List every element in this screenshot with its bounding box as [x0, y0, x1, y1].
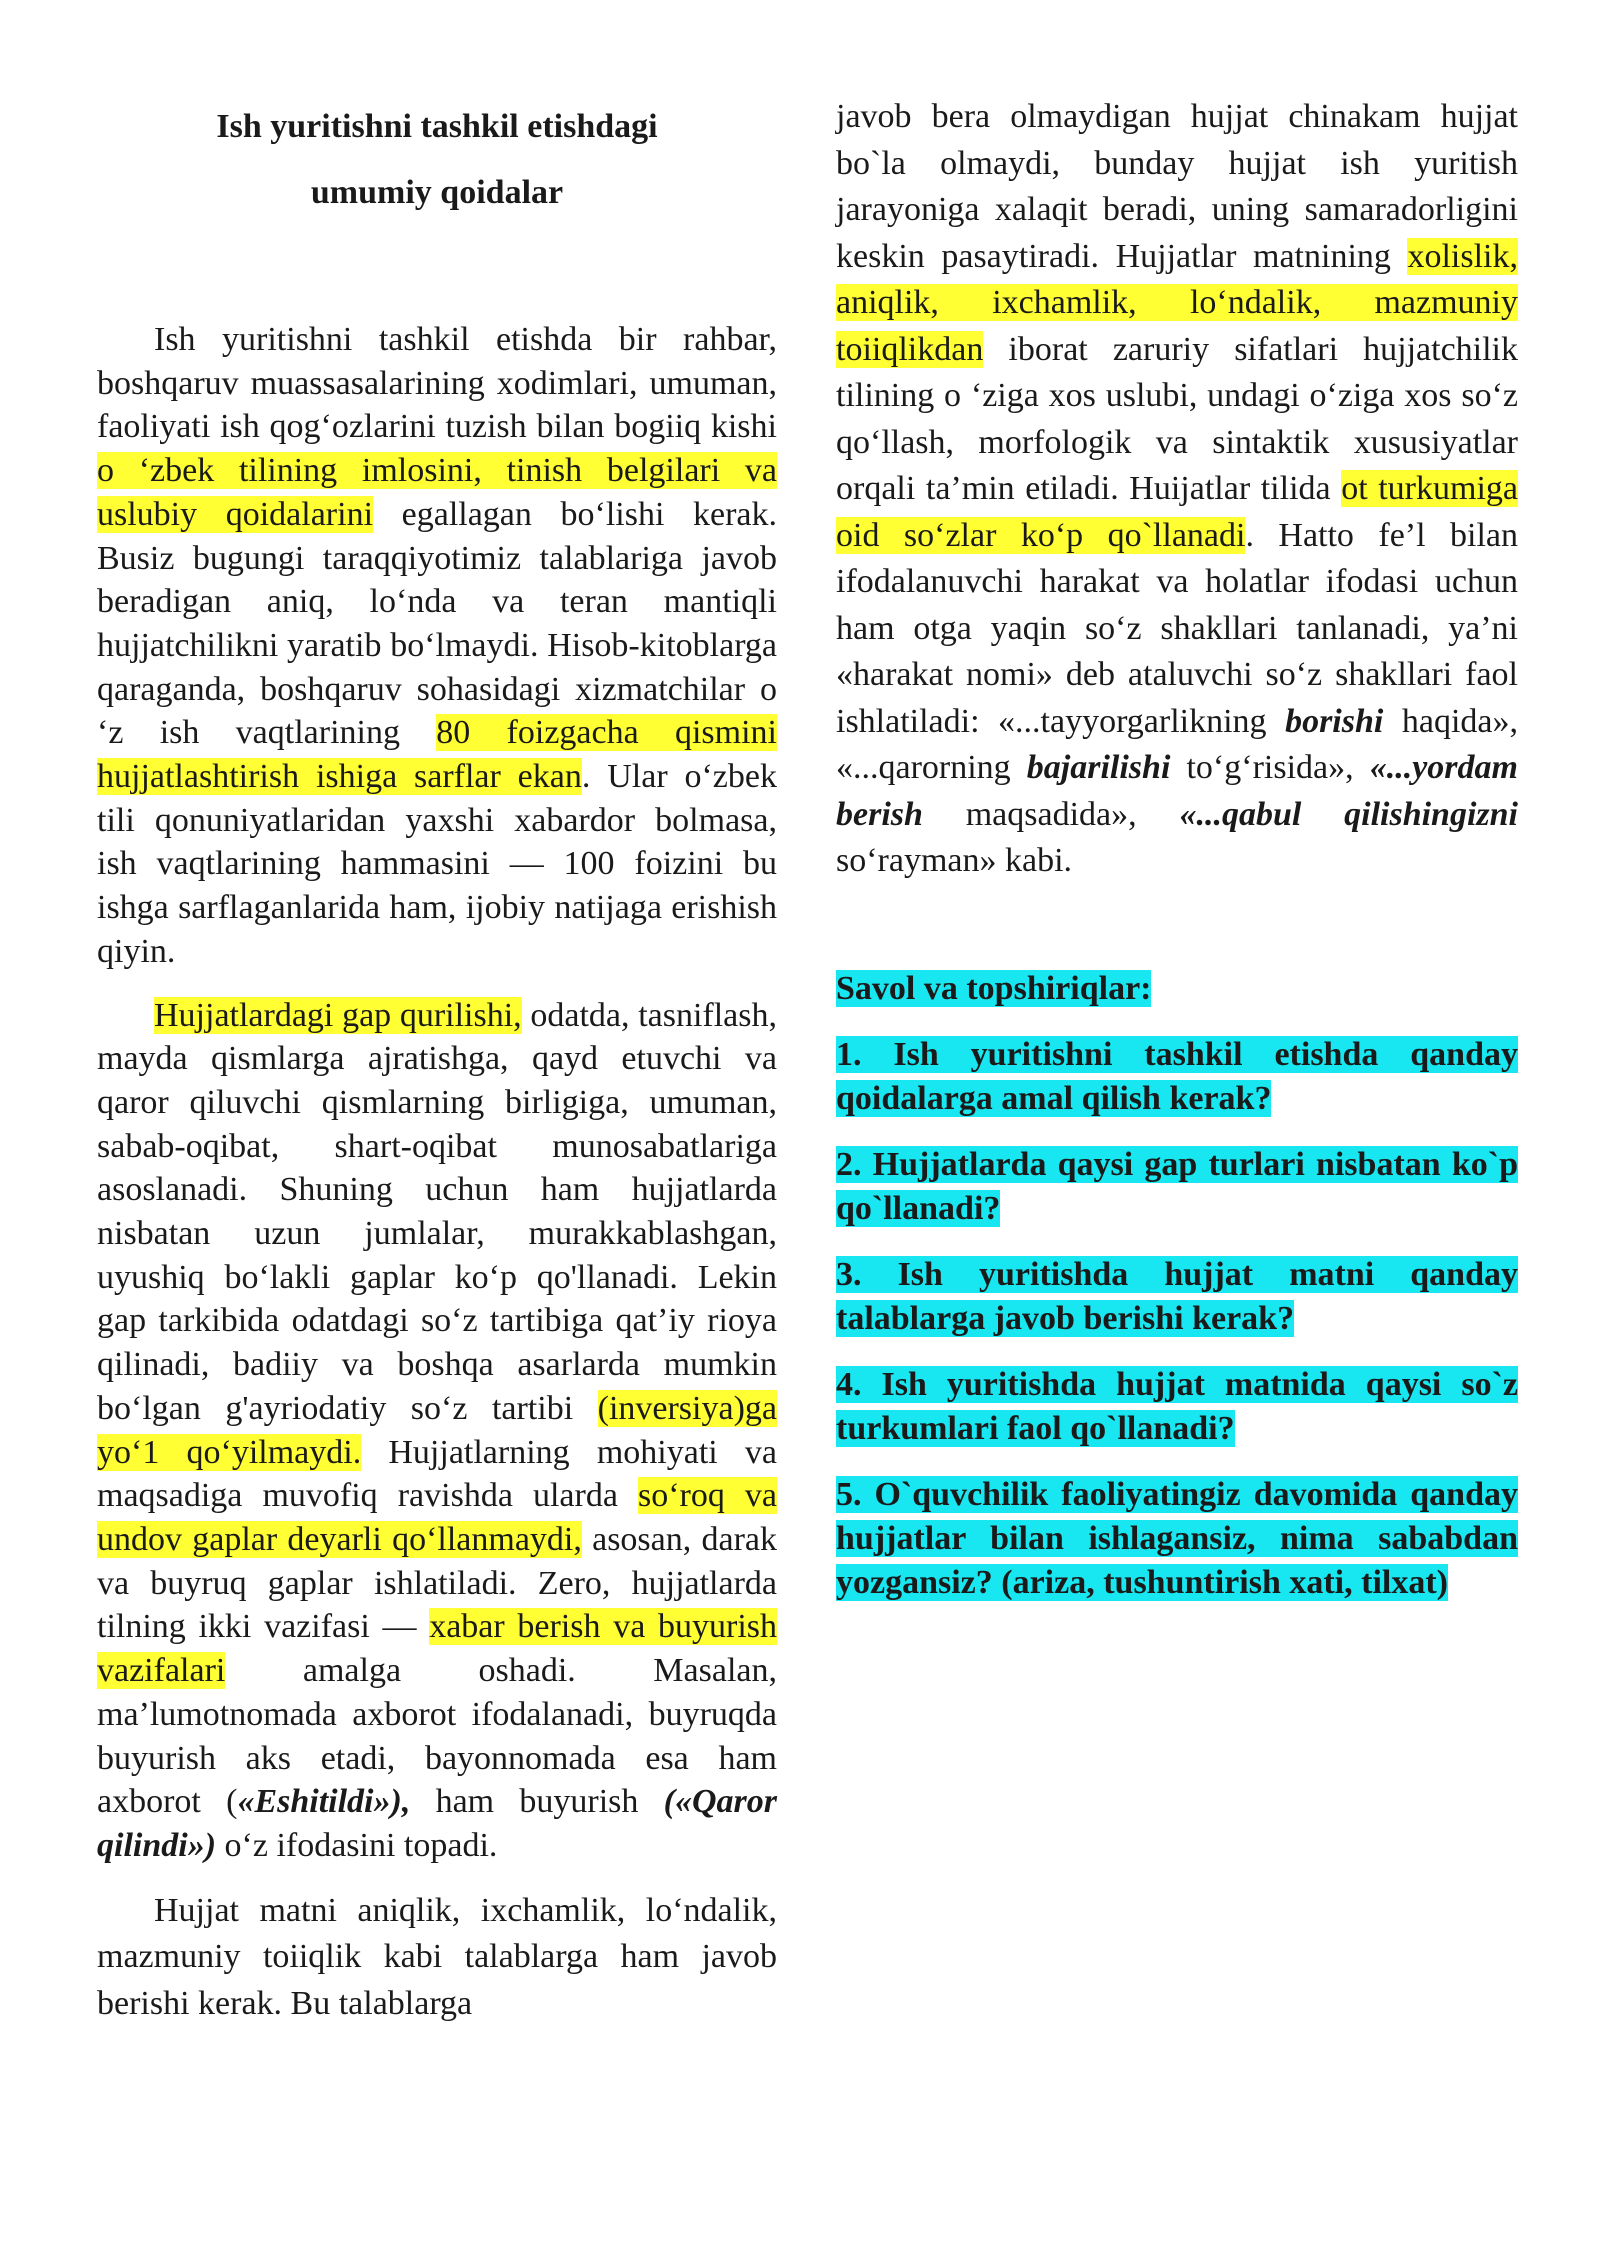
question-item-3: 3. Ish yuritishda hujjat matni qanday talablarga javob berishi kerak? [836, 1255, 1518, 1337]
highlight: ot turkumiga oid so‘zlar ko‘p qo`llanadi [836, 470, 1518, 554]
highlight: o ‘zbek tilining imlosini, tinish belgilari va uslubiy qoidalarini [97, 452, 777, 533]
highlight: 80 foizgacha qismini hujjatlashtirish ishiga sarflar ekan [97, 714, 777, 796]
questions-heading: Savol va topshiriqlar: [836, 969, 1152, 1007]
highlight: so‘roq va undov gaplar deyarli qo‘llanmaydi, [97, 1477, 777, 1558]
highlight: Hujjatlardagi gap qurilishi, [154, 996, 522, 1034]
bold-italic-term: «Eshitildi»), [237, 1783, 411, 1821]
right-column [836, 94, 1518, 1627]
question-item-2: 2. Hujjatlarda qaysi gap turlari nisbatan ko`p qo`llanadi? [836, 1145, 1518, 1227]
question-item-5: 5. O`quvchilik faoliyatingiz davomida qanday hujjatlar bilan ishlagansiz, nima sababdan yozgansiz? (ariza, tushuntirish xati, tilxat) [836, 1475, 1518, 1601]
bold-italic-term: borishi [1285, 702, 1384, 740]
document-title-line-1: Ish yuritishni tashkil etishdagi [216, 108, 658, 145]
question-item-4: 4. Ish yuritishda hujjat matnida qaysi so`z turkumlari faol qo`llanadi? [836, 1365, 1518, 1447]
highlight: xolislik, aniqlik, ixchamlik, lo‘ndalik, mazmuniy toiiqlikdan [836, 237, 1518, 368]
document-title-line-2: umumiy qoidalar [310, 174, 564, 211]
paragraph-2: Hujjatlardagi gap qurilishi, odatda, tasniflash, mayda qismlarga ajratishga, qayd etuvchi va qaror qiluvchi qismlarning birligiga, umuman, sabab-oqibat, shart-oqibat munosabatlariga asoslanadi. Shuning uchun ham hujjatlarda nisbatan uzun jumlalar, murakkablashgan, uyushiq bo‘lakli gaplar ko‘p qo'llanadi. Lekin gap tarkibida odatdagi so‘z tartibiga qat’iy rioya qilinadi, badiiy va boshqa asarlarda mumkin bo‘lgan g'ayriodatiy so‘z tartibi (inversiya)ga yo‘1 qo‘yilmaydi. Hujjatlarning mohiyati va maqsadiga muvofiq ravishda ularda so‘roq va undov gaplar deyarli qo‘llanmaydi, asosan, darak va buyruq gaplar ishlatiladi. Zero, hujjatlarda tilning ikki vazifasi — xabar berish va buyurish vazifalari amalga oshadi. Masalan, ma’lumotnomada axborot ifodalanadi, buyruqda buyurish aks etadi, bayonnomada esa ham axborot («Eshitildi»), ham buyurish («Qaror qilindi») o‘z ifodasini topadi. [97, 996, 777, 1864]
question-item-1: 1. Ish yuritishni tashkil etishda qanday qoidalarga amal qilish kerak? [836, 1035, 1518, 1117]
bold-italic-term: («Qaror qilindi») [97, 1783, 777, 1864]
highlight: xabar berish va buyurish vazifalari [97, 1608, 777, 1690]
bold-italic-term: «...yordam berish [836, 749, 1518, 833]
paragraph-1: Ish yuritishni tashkil etishda bir rahbar, boshqaruv muassasalarining xodimlari, umuman, faoliyati ish qog‘ozlarini tuzish bilan bogiiq kishi o ‘zbek tilining imlosini, tinish belgilari va uslubiy qoidalarini egallagan bo‘lishi kerak. Busiz bugungi taraqqiyotimiz talablariga javob beradigan aniq, lo‘nda va teran mantiqli hujjatchilikni yaratib bo‘lmaydi. Hisob-kitoblarga qaraganda, boshqaruv sohasidagi xizmatchilar o ‘z ish vaqtlarining 80 foizgacha qismini hujjatlashtirish ishiga sarflar ekan. Ular o‘zbek tili qonuniyatlaridan yaxshi xabardor bolmasa, ish vaqtlarining hammasini — 100 foizini bu ishga sarflaganlarida ham, ijobiy natijaga erishish qiyin. [97, 321, 777, 970]
paragraph-4: javob bera olmaydigan hujjat chinakam hujjat bo`la olmaydi, bunday hujjat ish yuritish jarayoniga xalaqit beradi, uning samaradorligini keskin pasaytiradi. Hujjatlar matnining xolislik, aniqlik, ixchamlik, lo‘ndalik, mazmuniy toiiqlikdan iborat zaruriy sifatlari hujjatchilik tilining o ‘ziga xos uslubi, undagi o‘ziga xos so‘z qo‘llash, morfologik va sintaktik xususiyatlar orqali ta’min etiladi. Huijatlar tilida ot turkumiga oid so‘zlar ko‘p qo`llanadi. Hatto fe’l bilan ifodalanuvchi harakat va holatlar ifodasi uchun ham otga yaqin so‘z shakllari tanlanadi, ya’ni «harakat nomi» deb ataluvchi so‘z shakllari faol ishlatiladi: «...tayyorgarlikning borishi haqida», «...qarorning bajarilishi to‘g‘risida», «...yordam berish maqsadida», «...qabul qilishingizni so‘rayman» kabi. [836, 98, 1518, 879]
paragraph-3: Hujjat matni aniqlik, ixchamlik, lo‘ndalik, mazmuniy toiiqlik kabi talablarga ham javob berishi kerak. Bu talablarga [97, 1891, 777, 2022]
bold-italic-term: bajarilishi [1026, 749, 1171, 786]
bold-italic-term: «...qabul qilishingizni [1179, 795, 1518, 833]
left-column [97, 94, 777, 2047]
highlight: (inversiya)ga yo‘1 qo‘yilmaydi. [97, 1389, 777, 1471]
